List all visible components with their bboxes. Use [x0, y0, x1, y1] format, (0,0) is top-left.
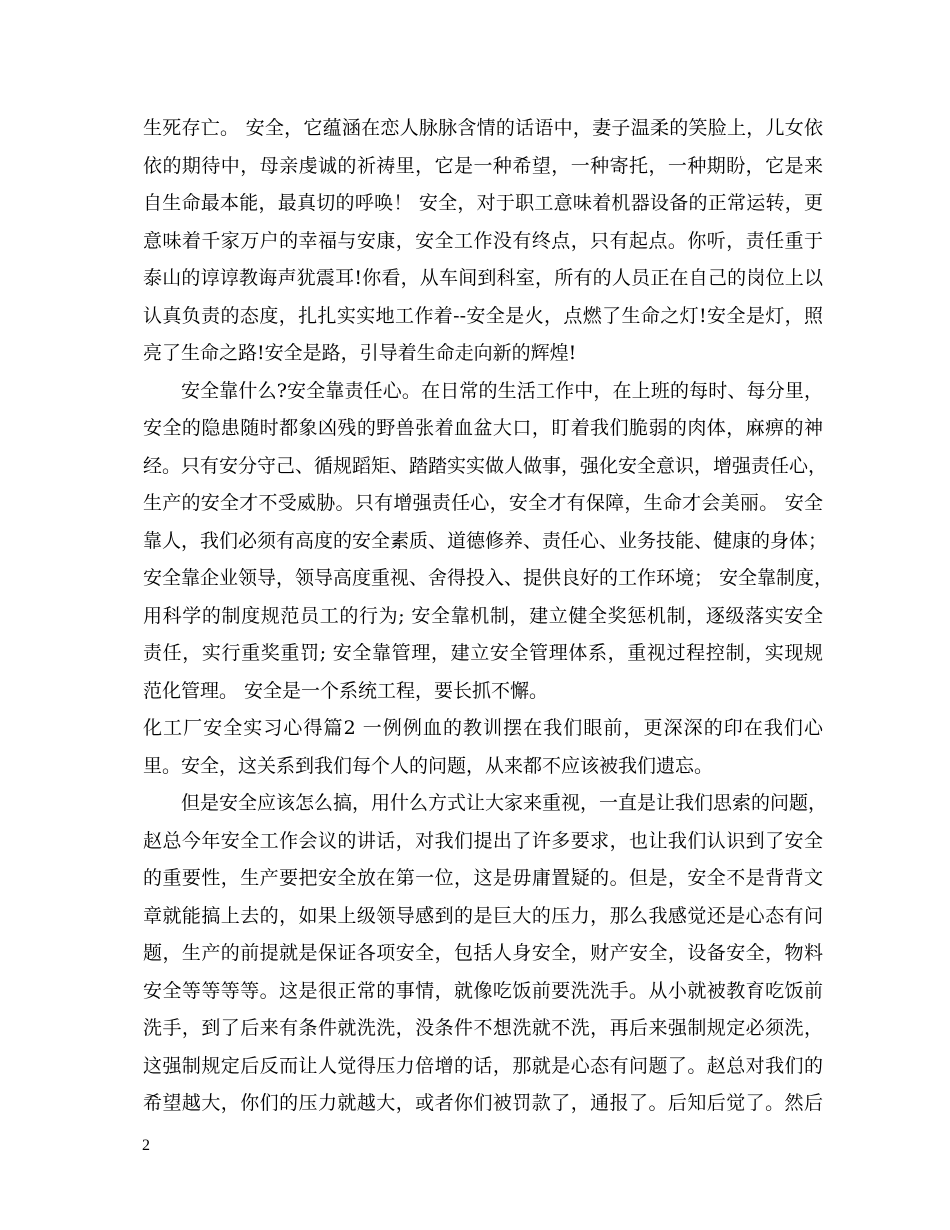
page-number: 2 [142, 1137, 150, 1154]
body-text-line: 题，生产的前提就是保证各项安全，包括人身安全，财产安全，设备安全，物料 [143, 942, 823, 964]
body-text-line: 泰山的谆谆教诲声犹震耳!你看，从车间到科室，所有的人员正在自己的岗位上以 [143, 267, 823, 289]
body-text-line: 亮了生命之路!安全是路，引导着生命走向新的辉煌! [143, 342, 577, 364]
body-text-line: 里。安全，这关系到我们每个人的问题，从来都不应该被我们遗忘。 [143, 755, 714, 777]
body-text-line: 安全的隐患随时都象凶残的野兽张着血盆大口，盯着我们脆弱的肉体，麻痹的神 [143, 417, 823, 439]
body-text-line: 责任，实行重奖重罚; 安全靠管理，建立安全管理体系，重视过程控制，实现规 [143, 642, 823, 664]
section-heading-line: 化工厂安全实习心得篇2 一例例血的教训摆在我们眼前，更深深的印在我们心 [143, 717, 823, 739]
body-text-line: 用科学的制度规范员工的行为; 安全靠机制，建立健全奖惩机制，逐级落实安全 [143, 605, 823, 627]
body-text-line: 靠人，我们必须有高度的安全素质、道德修养、责任心、业务技能、健康的身体； [143, 530, 828, 552]
body-text-line: 安全等等等等。这是很正常的事情，就像吃饭前要洗洗手。从小就被教育吃饭前 [143, 980, 823, 1002]
body-text-line: 自生命最本能，最真切的呼唤！ 安全，对于职工意味着机器设备的正常运转，更 [143, 192, 823, 214]
body-text-line: 范化管理。 安全是一个系统工程，要长抓不懈。 [143, 680, 549, 702]
body-text-line: 生死存亡。 安全，它蕴涵在恋人脉脉含情的话语中，妻子温柔的笑脸上，儿女依 [143, 117, 823, 139]
body-text-line: 经。只有安分守己、循规蹈矩、踏踏实实做人做事，强化安全意识，增强责任心， [143, 455, 828, 477]
body-text-line: 认真负责的态度，扎扎实实地工作着--安全是火，点燃了生命之灯!安全是灯，照 [143, 305, 823, 327]
body-text-line: 洗手，到了后来有条件就洗洗，没条件不想洗就不洗，再后来强制规定必须洗， [143, 1017, 823, 1039]
body-text-line: 意味着千家万户的幸福与安康，安全工作没有终点，只有起点。你听，责任重于 [143, 230, 823, 252]
body-text-line: 希望越大，你们的压力就越大，或者你们被罚款了，通报了。后知后觉了。然后 [143, 1092, 823, 1114]
body-text-line: 赵总今年安全工作会议的讲话，对我们提出了许多要求，也让我们认识到了安全 [143, 830, 823, 852]
paragraph-first-line: 安全靠什么?安全靠责任心。在日常的生活工作中，在上班的每时、每分里， [181, 380, 823, 402]
body-text-line: 的重要性，生产要把安全放在第一位，这是毋庸置疑的。但是，安全不是背背文 [143, 867, 823, 889]
paragraph-first-line: 但是安全应该怎么搞，用什么方式让大家来重视，一直是让我们思索的问题， [181, 792, 828, 814]
body-text-line: 安全靠企业领导，领导高度重视、舍得投入、提供良好的工作环境； 安全靠制度， [143, 567, 834, 589]
body-text-line: 章就能搞上去的，如果上级领导感到的是巨大的压力，那么我感觉还是心态有问 [143, 905, 823, 927]
body-text-line: 生产的安全才不受威胁。只有增强责任心，安全才有保障，生命才会美丽。 安全 [143, 492, 823, 514]
body-text-line: 依的期待中，母亲虔诚的祈祷里，它是一种希望，一种寄托，一种期盼，它是来 [143, 155, 823, 177]
body-text-line: 这强制规定后反而让人觉得压力倍增的话，那就是心态有问题了。赵总对我们的 [143, 1055, 823, 1077]
